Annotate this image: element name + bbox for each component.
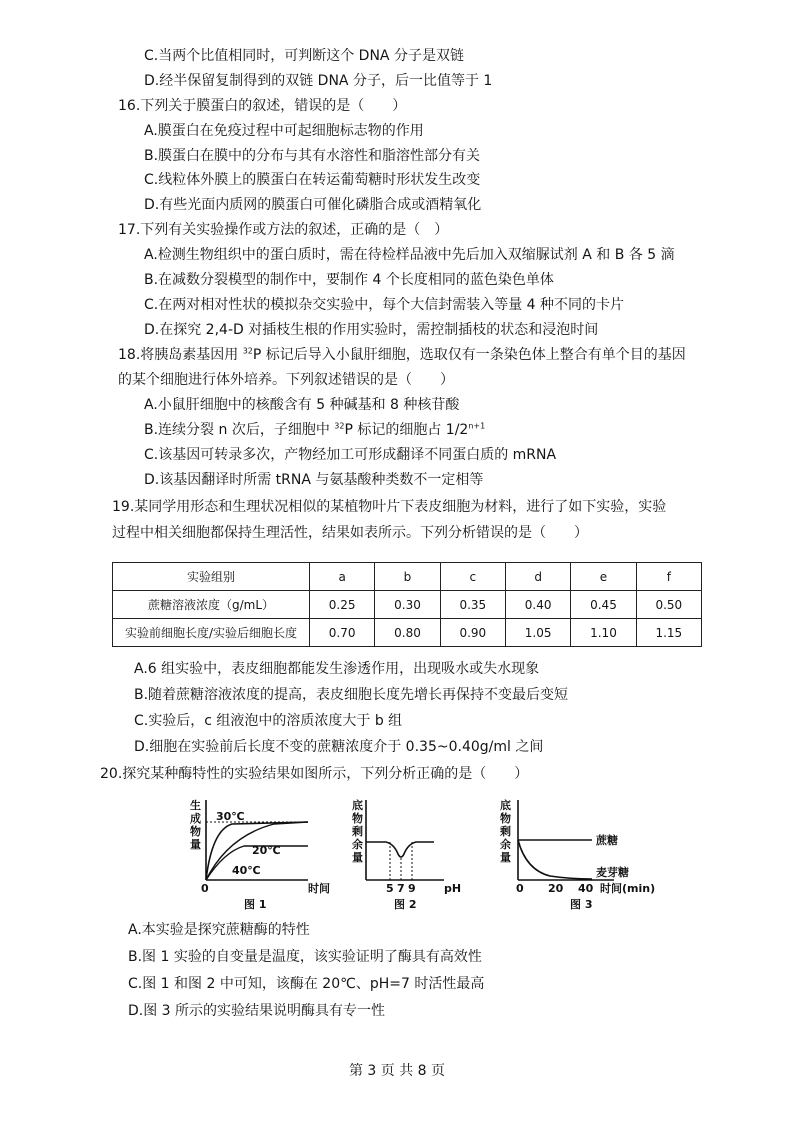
q17-option-a: A.检测生物组织中的蛋白质时，需在待检样品液中先后加入双缩脲试剂 A 和 B 各 5 滴 [144,247,675,263]
table-cell: 0.90 [440,619,505,647]
fig3-ylabel-char: 物 [500,812,511,825]
fig2-tick-label: 7 [397,882,405,895]
q18b-isotope-superscript: 32 [334,421,345,431]
table-cell: a [310,563,375,591]
experiment-table [112,562,702,647]
q16-option-b: B.膜蛋白在膜中的分布与其有水溶性和脂溶性部分有关 [144,148,481,164]
table-cell: d [505,563,570,591]
q20-option-c: C.图 1 和图 2 中可知，该酶在 20℃、pH=7 时活性最高 [128,976,485,992]
figure-3 [500,796,700,918]
q19-option-b: B.随着蔗糖溶液浓度的提高，表皮细胞长度先增长再保持不变最后变短 [134,687,569,703]
q18-option-a: A.小鼠肝细胞中的核酸含有 5 种碱基和 8 种核苷酸 [144,397,460,413]
q17-option-c: C.在两对相对性状的模拟杂交实验中，每个大信封需装入等量 4 种不同的卡片 [144,297,625,313]
table-cell: e [571,563,636,591]
q17-option-d: D.在探究 2,4-D 对插枝生根的作用实验时，需控制插枝的状态和浸泡时间 [144,322,599,338]
table-cell: c [440,563,505,591]
q18b-part2: P 标记的细胞占 1/2 [344,422,469,438]
fig3-ylabel-char: 量 [500,851,511,864]
fig1-curve-label: 20℃ [252,844,281,857]
fig3-ylabel-char: 剩 [500,825,511,838]
q15-option-d: D.经半保留复制得到的双链 DNA 分子，后一比值等于 1 [144,73,493,89]
table-cell: 1.10 [571,619,636,647]
page-footer: 第 3 页 共 8 页 [348,1063,446,1079]
table-cell: 1.05 [505,619,570,647]
q19-option-a: A.6 组实验中，表皮细胞都能发生渗透作用，出现吸水或失水现象 [134,661,540,677]
q20-option-b: B.图 1 实验的自变量是温度，该实验证明了酶具有高效性 [128,949,482,965]
fig3-ylabel-char: 底 [500,799,511,812]
fig3-curve-label: 麦芽糖 [596,866,629,879]
q18b-part1: B.连续分裂 n 次后，子细胞中 [144,422,335,438]
table-cell: 0.50 [636,591,701,619]
q18-stem-continued: 的某个细胞进行体外培养。下列叙述错误的是（ ） [118,372,454,388]
table-cell: 实验组别 [113,563,310,591]
q18-option-b [144,421,485,439]
q20-option-d: D.图 3 所示的实验结果说明酶具有专一性 [128,1003,386,1019]
fig1-curve-label: 40℃ [232,864,261,877]
table-cell: 0.45 [571,591,636,619]
fig1-ylabel-char: 物 [190,825,201,838]
table-row [113,619,702,647]
q15-option-c: C.当两个比值相同时，可判断这个 DNA 分子是双链 [144,48,464,64]
table-cell: b [375,563,440,591]
q20-option-a: A.本实验是探究蔗糖酶的特性 [128,922,310,938]
fig2-ylabel-char: 底 [352,799,363,812]
fig3-curve-label: 蔗糖 [596,834,618,847]
table-cell: 0.25 [310,591,375,619]
q17-option-b: B.在减数分裂模型的制作中，要制作 4 个长度相同的蓝色染色单体 [144,272,554,288]
fig2-tick-label: 9 [408,882,416,895]
fig3-xlabel: 时间(min) [600,882,656,895]
fig1-ylabel-char: 生 [190,799,201,812]
fig2-ylabel-char: 剩 [352,825,363,838]
fig3-tick-label: 40 [578,882,594,895]
figure-2 [352,796,482,918]
table-cell: 实验前细胞长度/实验后细胞长度 [113,619,310,647]
q16-option-c: C.线粒体外膜上的膜蛋白在转运葡萄糖时形状发生改变 [144,172,481,188]
table-cell: 0.40 [505,591,570,619]
fig3-ylabel-char: 余 [500,838,511,851]
q19-stem-continued: 过程中相关细胞都保持生理活性，结果如表所示。下列分析错误的是（ ） [112,525,588,541]
q17-stem: 17.下列有关实验操作或方法的叙述，正确的是（ ） [118,222,449,238]
fig3-tick-label: 0 [516,882,524,895]
table-cell: 0.35 [440,591,505,619]
q18-stem [118,346,686,364]
q18b-exponent: n+1 [468,421,486,431]
fig1-ylabel-char: 成 [190,812,201,825]
table-cell: 0.70 [310,619,375,647]
q16-option-d: D.有些光面内质网的膜蛋白可催化磷脂合成或酒精氧化 [144,197,482,213]
fig2-caption: 图 2 [394,898,417,911]
fig1-caption: 图 1 [244,898,267,911]
table-cell: 蔗糖溶液浓度（g/mL） [113,591,310,619]
fig3-curve-maltose [518,840,592,879]
fig1-xlabel: 时间 [308,882,330,895]
fig1-origin-label: 0 [201,882,209,895]
q16-stem: 16.下列关于膜蛋白的叙述，错误的是（ ） [118,98,407,114]
fig1-ylabel-char: 量 [190,838,201,851]
fig3-caption: 图 3 [570,898,593,911]
q18-stem-part2: P 标记后导入小鼠肝细胞，选取仅有一条染色体上整合有单个目的基因 [252,347,686,363]
q18-option-c: C.该基因可转录多次，产物经加工可形成翻译不同蛋白质的 mRNA [144,447,557,463]
fig2-ylabel-char: 量 [352,851,363,864]
table-cell: 1.15 [636,619,701,647]
q18-stem-part1: 18.将胰岛素基因用 [118,347,243,363]
fig3-tick-label: 20 [548,882,564,895]
fig2-ylabel-char: 余 [352,838,363,851]
q19-stem: 19.某同学用形态和生理状况相似的某植物叶片下表皮细胞为材料，进行了如下实验，实验 [112,499,667,515]
table-row [113,591,702,619]
table-cell: 0.80 [375,619,440,647]
table-header-row [113,563,702,591]
q16-option-a: A.膜蛋白在免疫过程中可起细胞标志物的作用 [144,123,424,139]
fig2-tick-label: 5 [386,882,394,895]
fig1-curve-label: 30℃ [216,810,245,823]
table-cell: f [636,563,701,591]
q19-option-d: D.细胞在实验前后长度不变的蔗糖浓度介于 0.35~0.40g/ml 之间 [134,739,544,755]
fig2-ylabel-char: 物 [352,812,363,825]
q18-isotope-superscript: 32 [242,346,253,356]
q20-stem: 20.探究某种酶特性的实验结果如图所示，下列分析正确的是（ ） [100,766,529,782]
q19-option-c: C.实验后，c 组液泡中的溶质浓度大于 b 组 [134,713,403,729]
table-cell: 0.30 [375,591,440,619]
figure-1 [188,796,348,918]
fig2-curve [366,842,434,857]
fig2-xlabel: pH [444,882,462,895]
q18-option-d: D.该基因翻译时所需 tRNA 与氨基酸种类数不一定相等 [144,472,484,488]
